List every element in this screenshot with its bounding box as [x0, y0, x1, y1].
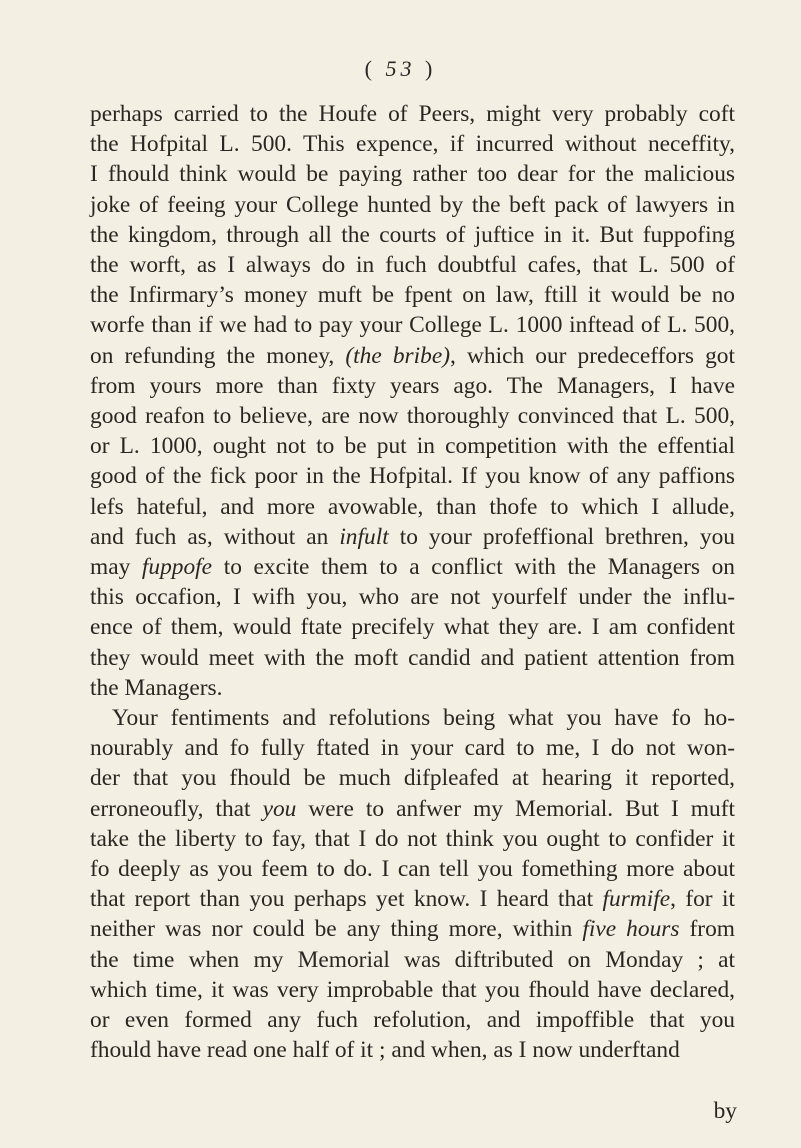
text-segment: the kingdom, through all the courts of juftice in it. But fuppofing — [90, 221, 735, 248]
text-line — [90, 643, 735, 673]
text-segment: lefs hateful, and more avowable, than thofe to which I allude, — [90, 493, 735, 520]
text-line — [90, 310, 735, 340]
text-segment: worfe than if we had to pay your College L. 1000 inftead of L. 500, — [90, 312, 735, 339]
text-segment: this occafion, I wifh you, who are not yourfelf under the influ- — [90, 584, 735, 611]
text-line — [90, 341, 735, 371]
text-segment: on refunding the money, — [90, 342, 346, 369]
text-line — [90, 552, 735, 582]
text-segment: nourably and fo fully ftated in your card to me, I do not won- — [90, 735, 735, 762]
text-segment: that report than you perhaps yet know. I heard that — [90, 886, 603, 913]
text-segment: or L. 1000, ought not to be put in competition with the effential — [90, 433, 735, 460]
text-segment: I fhould think would be paying rather too dear for the malicious — [90, 161, 735, 188]
text-line — [90, 371, 735, 401]
body-text — [90, 99, 735, 1066]
text-line — [90, 99, 735, 129]
text-segment: the Infirmary’s money muft be fpent on law, ftill it would be no — [90, 282, 735, 309]
text-segment: fhould have read one half of it ; and when, as I now underftand — [90, 1037, 680, 1064]
text-segment: were to anfwer my Memorial. But I muft — [296, 795, 735, 822]
page-header — [0, 56, 801, 82]
text-segment: may — [90, 554, 142, 581]
text-segment: to your profeffional brethren, you — [388, 523, 735, 550]
text-line — [90, 1005, 735, 1035]
text-segment: der that you fhould be much difpleafed at hearing it reported, — [90, 765, 735, 792]
text-line — [90, 522, 735, 552]
catchword: by — [713, 1098, 737, 1124]
text-segment: good of the fick poor in the Hofpital. If you know of any paffions — [90, 463, 735, 490]
text-line — [90, 220, 735, 250]
text-line — [90, 763, 735, 793]
text-segment: fo deeply as you feem to do. I can tell you fomething more about — [90, 856, 735, 883]
text-line — [90, 129, 735, 159]
text-segment: erroneoufly, that — [90, 795, 263, 822]
text-segment: ence of them, would ftate precifely what they are. I am confident — [90, 614, 735, 641]
text-line — [90, 280, 735, 310]
italic-phrase: (the bribe) — [345, 342, 451, 369]
text-line — [90, 854, 735, 884]
text-segment: from — [679, 916, 735, 943]
page-number-open: ( — [364, 56, 376, 81]
text-segment: , which our predeceffors got — [450, 342, 735, 369]
text-segment: perhaps carried to the Houfe of Peers, might very probably coft — [90, 101, 735, 127]
italic-phrase: furmife — [602, 886, 671, 913]
text-line — [90, 492, 735, 522]
text-line — [90, 431, 735, 461]
italic-phrase: five hours — [582, 916, 680, 943]
text-line — [90, 794, 735, 824]
text-segment: they would meet with the moft candid and patient attention from — [90, 644, 735, 671]
text-line — [90, 612, 735, 642]
page-number: 53 — [385, 56, 416, 81]
text-segment: , for it — [670, 886, 735, 913]
text-segment: which time, it was very improbable that you fhould have declared, — [90, 976, 735, 1003]
text-line — [90, 582, 735, 612]
text-line — [90, 733, 735, 763]
text-line — [90, 190, 735, 220]
text-segment: take the liberty to fay, that I do not think you ought to confider it — [90, 825, 735, 852]
text-line — [90, 1035, 735, 1065]
text-line — [90, 250, 735, 280]
text-segment: the worft, as I always do in fuch doubtful cafes, that L. 500 of — [90, 252, 735, 279]
text-segment: Your fentiments and refolutions being what you have fo ho- — [112, 705, 735, 732]
text-segment: joke of feeing your College hunted by the beft pack of lawyers in — [90, 191, 735, 218]
text-line — [90, 884, 735, 914]
text-segment: from yours more than fixty years ago. The Managers, I have — [90, 372, 735, 399]
text-segment: the time when my Memorial was diftributed on Monday ; at — [90, 946, 735, 973]
text-line — [90, 401, 735, 431]
text-line — [90, 159, 735, 189]
text-segment: good reafon to believe, are now thoroughly convinced that L. 500, — [90, 403, 735, 430]
text-line — [90, 461, 735, 491]
text-segment: the Managers. — [90, 674, 223, 701]
text-segment: or even formed any fuch refolution, and impoffible that you — [90, 1007, 735, 1034]
text-segment: and fuch as, without an — [90, 523, 340, 550]
text-line — [90, 975, 735, 1005]
text-segment: the Hofpital L. 500. This expence, if incurred without neceffity, — [90, 131, 735, 158]
text-line — [90, 945, 735, 975]
italic-phrase: you — [262, 795, 297, 822]
italic-phrase: fuppofe — [141, 554, 213, 581]
text-line — [90, 703, 735, 733]
page-number-close: ) — [425, 56, 437, 81]
text-line — [90, 914, 735, 944]
text-line — [90, 824, 735, 854]
text-segment: to excite them to a conflict with the Managers on — [212, 554, 735, 581]
text-line — [90, 673, 735, 703]
text-segment: neither was nor could be any thing more, within — [90, 916, 583, 943]
italic-phrase: infult — [339, 523, 389, 550]
